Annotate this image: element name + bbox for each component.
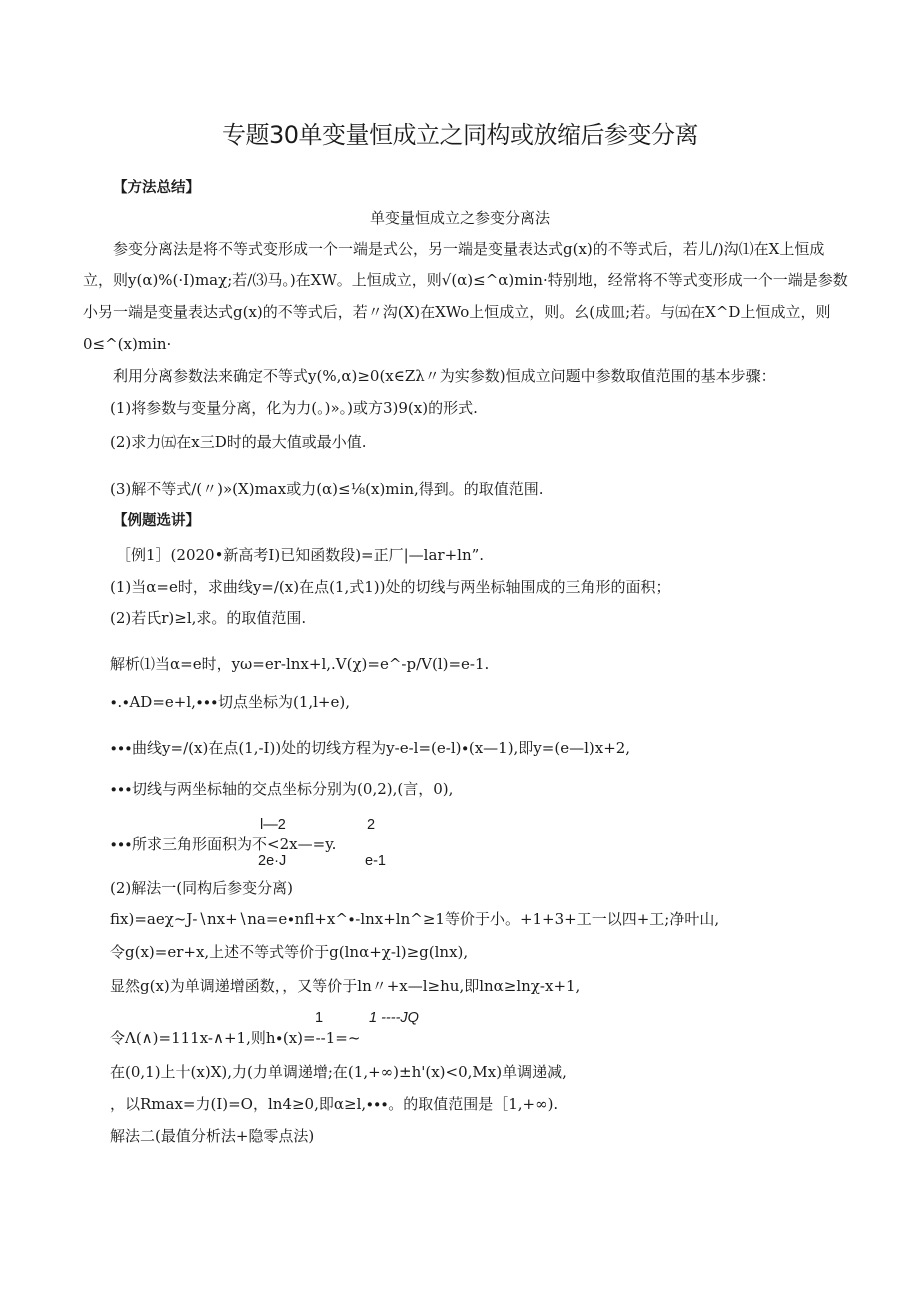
method-para-line-1: 参变分离法是将不等式变形成一个一端是式公，另一端是变量表达式g(x)的不等式后，若儿/)沟⑴在X上恒成: [113, 240, 825, 258]
method-para-line-4: 0≤^(x)min·: [83, 335, 172, 353]
area-fraction-numerator: l—2: [260, 817, 286, 833]
example-1-part-1: (1)当α=e时，求曲线y=∕(x)在点(1,式1))处的切线与两坐标轴围成的三角形的面积；: [110, 578, 671, 596]
step-2: (2)求力㈤在x三D时的最大值或最小值.: [110, 433, 367, 451]
method-subtitle: 单变量恒成立之参变分离法: [369, 209, 550, 227]
solution-line-7: fix)=aeχ~J-∖nx+∖na=e∙nfl+x^∙-lnx+ln^≥1等价于小。+1+3+工一以四+工;净叶山,: [110, 910, 720, 928]
solution-line-2: ∙.∙AD=e+l,∙∙∙切点坐标为(1,l+e),: [110, 693, 351, 711]
solution-method-1-heading: (2)解法一(同构后参变分离): [110, 879, 293, 897]
derivative-fraction-numerator-2: 1 ----JQ: [369, 1010, 419, 1026]
solution-line-10: 令Λ(∧)=111x-∧+1,则h∙(x)=--1=~: [110, 1029, 361, 1047]
solution-line-3: ∙∙∙曲线y=∕(x)在点(1,-I))处的切线方程为y-e-l=(e-l)∙(x—1),即y=(e—l)x+2,: [110, 739, 631, 757]
example-heading: 【例题选讲】: [113, 513, 200, 529]
solution-line-12: ，以Rmax=力(I)=O，ln4≥0,即α≥l,∙∙∙。的取值范围是［1,+∞).: [110, 1095, 559, 1113]
page-title: 专题30单变量恒成立之同构或放缩后参变分离: [221, 121, 699, 149]
example-1-part-2: (2)若氏r)≥l,求。的取值范围.: [110, 609, 307, 627]
solution-line-4: ∙∙∙切线与两坐标轴的交点坐标分别为(0,2),(言，0),: [110, 780, 454, 798]
area-fraction-denominator-2: e-1: [365, 853, 386, 869]
method-summary-heading: 【方法总结】: [113, 180, 200, 196]
solution-line-11: 在(0,1)上十(x)X),力(力单调递增;在(1,+∞)±h'(x)<0,Mx)单调递减,: [110, 1063, 567, 1081]
solution-line-5: ∙∙∙所求三角形面积为不<2x—=y.: [110, 835, 337, 853]
solution-method-2-heading: 解法二(最值分析法+隐零点法): [110, 1127, 315, 1145]
steps-intro: 利用分离参数法来确定不等式y(%,α)≥0(x∈Zλ〃为实参数)恒成立问题中参数取值范围的基本步骤：: [113, 367, 776, 385]
example-1-statement: ［例1］(2020•新高考I)已知函数段)=正厂|—lar+ln”.: [116, 546, 485, 564]
step-3: (3)解不等式/(〃)»(X)max或力(α)≤⅛(x)min,得到。的取值范围.: [110, 480, 544, 498]
method-para-line-3: 小另一端是变量表达式g(x)的不等式后，若〃沟(X)在XWo上恒成立，则。幺(成皿;若。与㈤在X^D上恒成立，则: [83, 303, 831, 321]
solution-line-1: 解析⑴当α=e时，yω=er-lnx+l,.V(χ)=e^-p/V(l)=e-1.: [110, 655, 490, 673]
derivative-fraction-numerator: 1: [315, 1010, 324, 1026]
step-1: (1)将参数与变量分离，化为力(。)»。)或方3)9(x)的形式.: [110, 399, 478, 417]
method-para-line-2: 立，则y(α)%(·I)maχ;若/⑶马。)在XW。上恒成立，则√(α)≤^α)min·特别地，经常将不等式变形成一个一端是参数: [83, 271, 848, 289]
solution-line-8: 令g(x)=er+x,上述不等式等价于g(lnα+χ-l)≥g(lnx),: [110, 943, 469, 961]
solution-line-9: 显然g(x)为单调递增函数，，又等价于ln〃+x—l≥hu,即lnα≥lnχ-x+1,: [110, 977, 581, 995]
area-fraction-numerator-2: 2: [367, 817, 376, 833]
area-fraction-denominator: 2e·J: [258, 853, 287, 869]
